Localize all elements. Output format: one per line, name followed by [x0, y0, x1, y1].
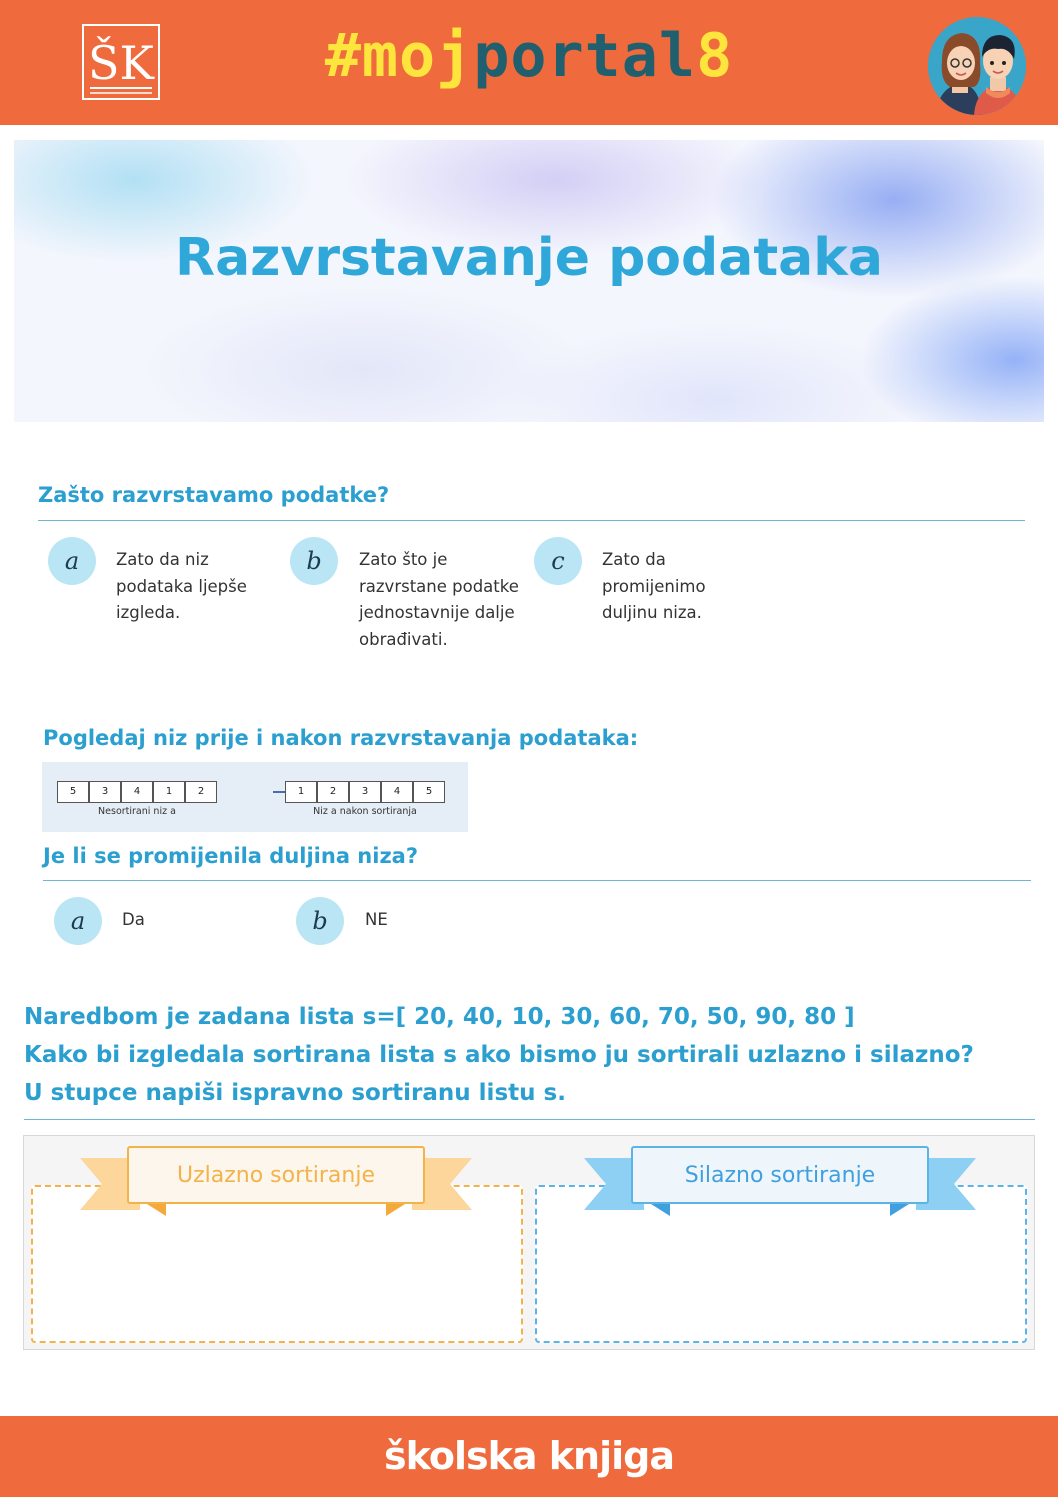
sorted-cell: 3 [349, 781, 381, 803]
divider [24, 1119, 1035, 1120]
question-2-title: Pogledaj niz prije i nakon razvrstavanja podataka: [43, 726, 639, 750]
task-line-3: U stupce napiši ispravno sortiranu listu s. [24, 1080, 566, 1106]
page-title: Razvrstavanje podataka [175, 228, 883, 288]
sorted-label: Niz a nakon sortiranja [313, 806, 417, 817]
option-badge-c[interactable]: c [534, 537, 582, 585]
option-c-text: Zato da promijenimo duljinu niza. [602, 550, 706, 622]
brand-title [0, 21, 1058, 91]
option-b-text: Zato što je razvrstane podatke jednostavnije dalje obrađivati. [359, 550, 519, 649]
divider [38, 520, 1025, 521]
option-a-text: Zato da niz podataka ljepše izgleda. [116, 550, 247, 622]
sorted-cell: 1 [285, 781, 317, 803]
task-line-1: Naredbom je zadana lista s=[ 20, 40, 10, 30, 60, 70, 50, 90, 80 ] [24, 1004, 855, 1030]
question-1-title: Zašto razvrstavamo podatke? [38, 483, 390, 507]
option-b-text: NE [365, 910, 388, 929]
question-3-title: Je li se promijenila duljina niza? [43, 844, 419, 868]
title-banner [14, 140, 1044, 422]
unsorted-cell: 3 [89, 781, 121, 803]
descending-label: Silazno sortiranje [631, 1146, 929, 1204]
option-a-text: Da [122, 910, 145, 929]
unsorted-cell: 1 [153, 781, 185, 803]
unsorted-cell: 5 [57, 781, 89, 803]
footer-publisher: školska knjiga [384, 1434, 674, 1478]
footer-bar [0, 1416, 1058, 1497]
kids-illustration-icon [928, 17, 1026, 115]
sorted-cell: 5 [413, 781, 445, 803]
option-badge-b[interactable]: b [296, 897, 344, 945]
sorted-cell: 2 [317, 781, 349, 803]
divider [43, 880, 1031, 881]
unsorted-cell: 2 [185, 781, 217, 803]
mascot-avatar [928, 17, 1026, 115]
task-line-2: Kako bi izgledala sortirana lista s ako bismo ju sortirali uzlazno i silazno? [24, 1042, 974, 1068]
option-badge-b[interactable]: b [290, 537, 338, 585]
option-badge-a[interactable]: a [54, 897, 102, 945]
array-diagram [42, 762, 468, 832]
logo-letters: ŠK [88, 36, 154, 90]
unsorted-cell: 4 [121, 781, 153, 803]
brand-part-number: 8 [696, 21, 734, 91]
option-badge-a[interactable]: a [48, 537, 96, 585]
ascending-label: Uzlazno sortiranje [127, 1146, 425, 1204]
brand-part-portal: portal [473, 21, 697, 91]
sorted-cell: 4 [381, 781, 413, 803]
header-bar [0, 0, 1058, 125]
brand-part-moj: #moj [324, 21, 474, 91]
unsorted-label: Nesortirani niz a [98, 806, 176, 817]
